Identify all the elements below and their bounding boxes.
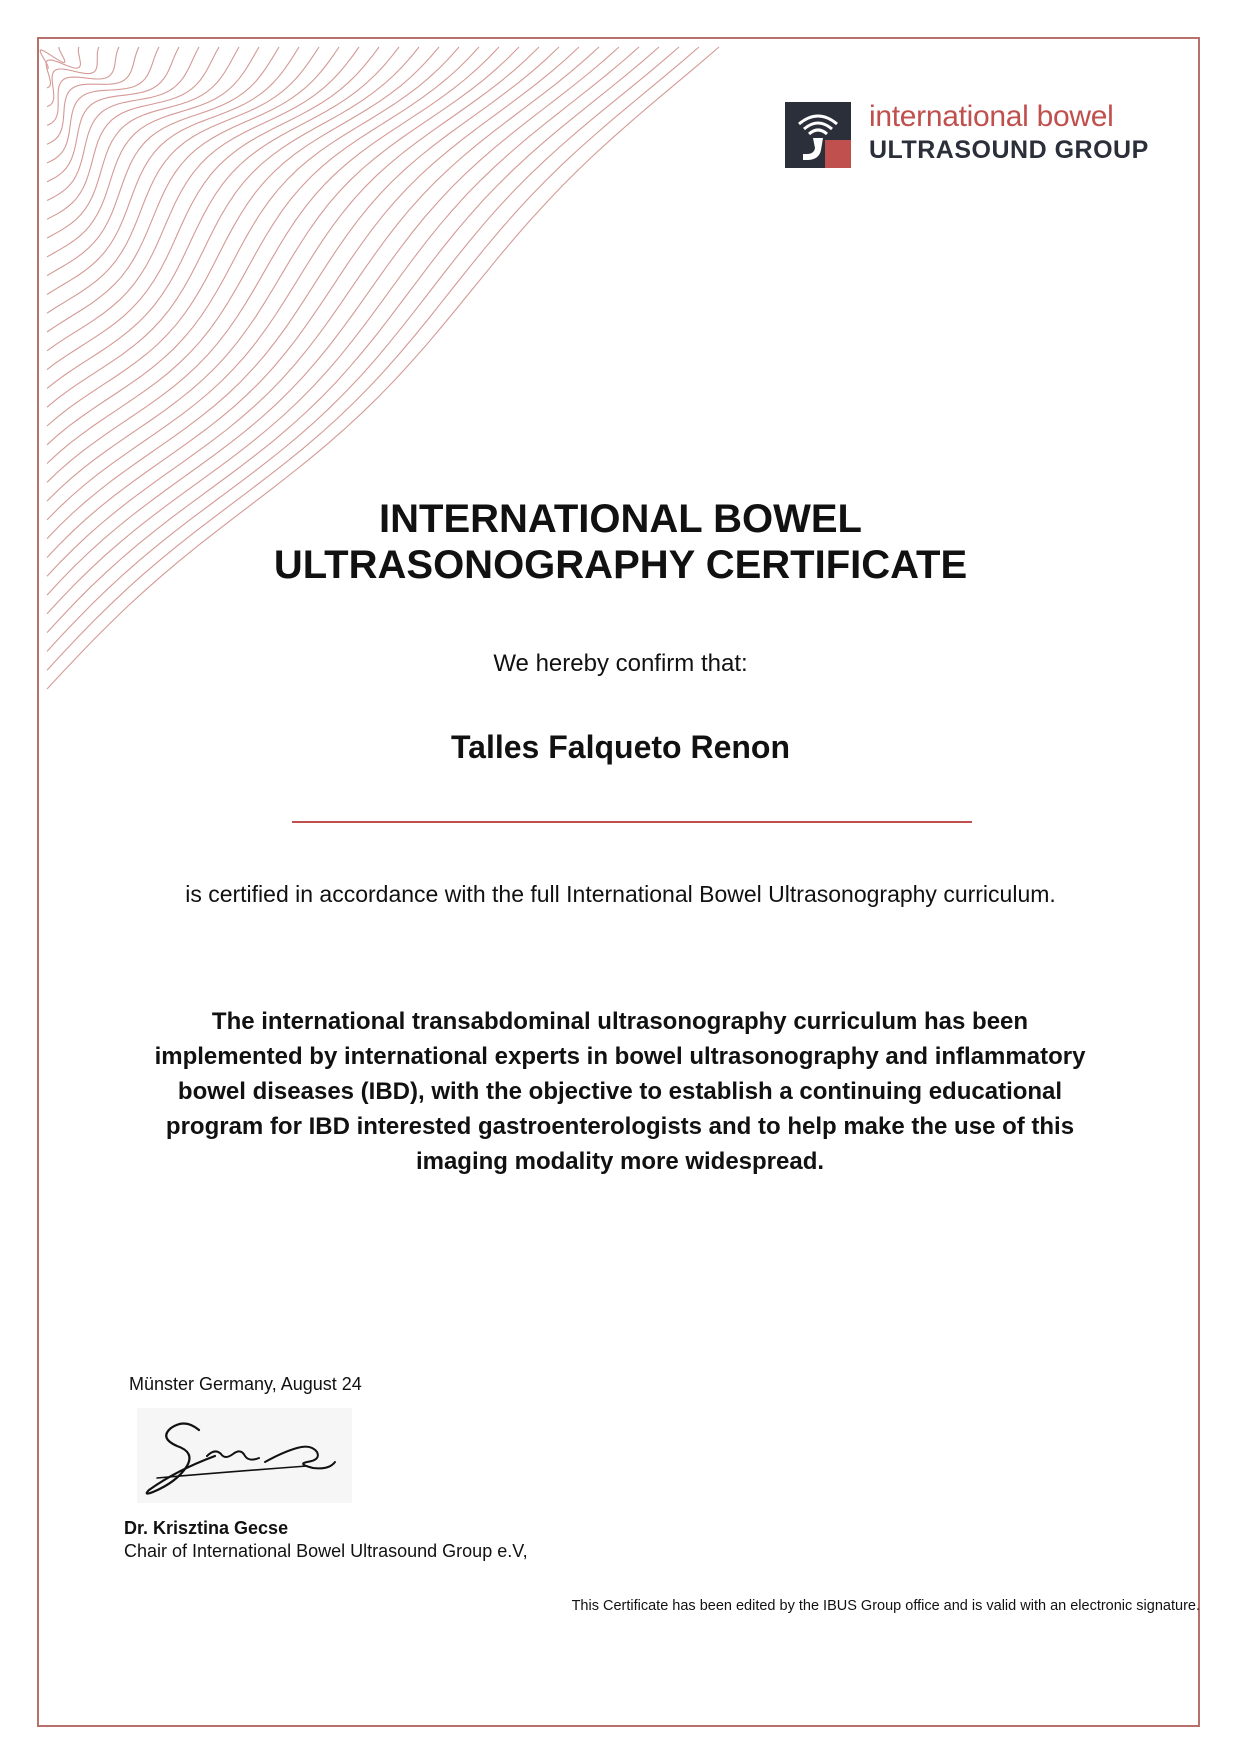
recipient-name: Talles Falqueto Renon [451,729,790,765]
curriculum-description: The international transabdominal ultrasonography curriculum has been implemented by international experts in bowel ultrasonography and inflammatory bowel diseases (IBD), with the objective to establish a continuing educational program for IBD interested gastroenterologists and to help make the use of this imaging modality more widespread. [154,1008,1086,1175]
wave-line [47,47,499,482]
wave-line [47,47,539,520]
wave-line [46,47,80,88]
confirm-statement: We hereby confirm that: [493,650,748,677]
name-underline [292,821,972,823]
certificate-title [0,496,1241,588]
title-line-1: INTERNATIONAL BOWEL [379,497,862,541]
title-line-2: ULTRASONOGRAPHY CERTIFICATE [273,543,968,587]
wave-line [47,47,339,332]
decorative-wave-lines [39,39,759,729]
signer-role: Chair of International Bowel Ultrasound Group e.V, [124,1541,528,1561]
signer-name: Dr. Krisztina Gecse [124,1518,289,1538]
wave-line [47,47,319,313]
certified-statement: is certified in accordance with the full International Bowel Ultrasonography curriculum. [185,881,1056,907]
wave-line [47,47,559,539]
wave-line [47,47,119,125]
wave-line [47,47,439,426]
wave-line [47,47,259,257]
ultrasound-probe-logo-icon [785,102,851,168]
ibus-logo [785,100,1149,172]
wave-line [47,47,179,182]
handwritten-signature [137,1408,352,1503]
wave-line [47,47,479,464]
place-date: Münster Germany, August 24 [129,1374,362,1394]
validity-note: This Certificate has been edited by the IBUS Group office and is valid with an electronic signature. [571,1598,1200,1614]
wave-line [47,47,719,689]
wave-line [47,47,379,370]
logo-text-line2: ULTRASOUND GROUP [869,136,1149,164]
logo-text-line1: international bowel [869,100,1114,133]
wave-line [40,47,65,69]
